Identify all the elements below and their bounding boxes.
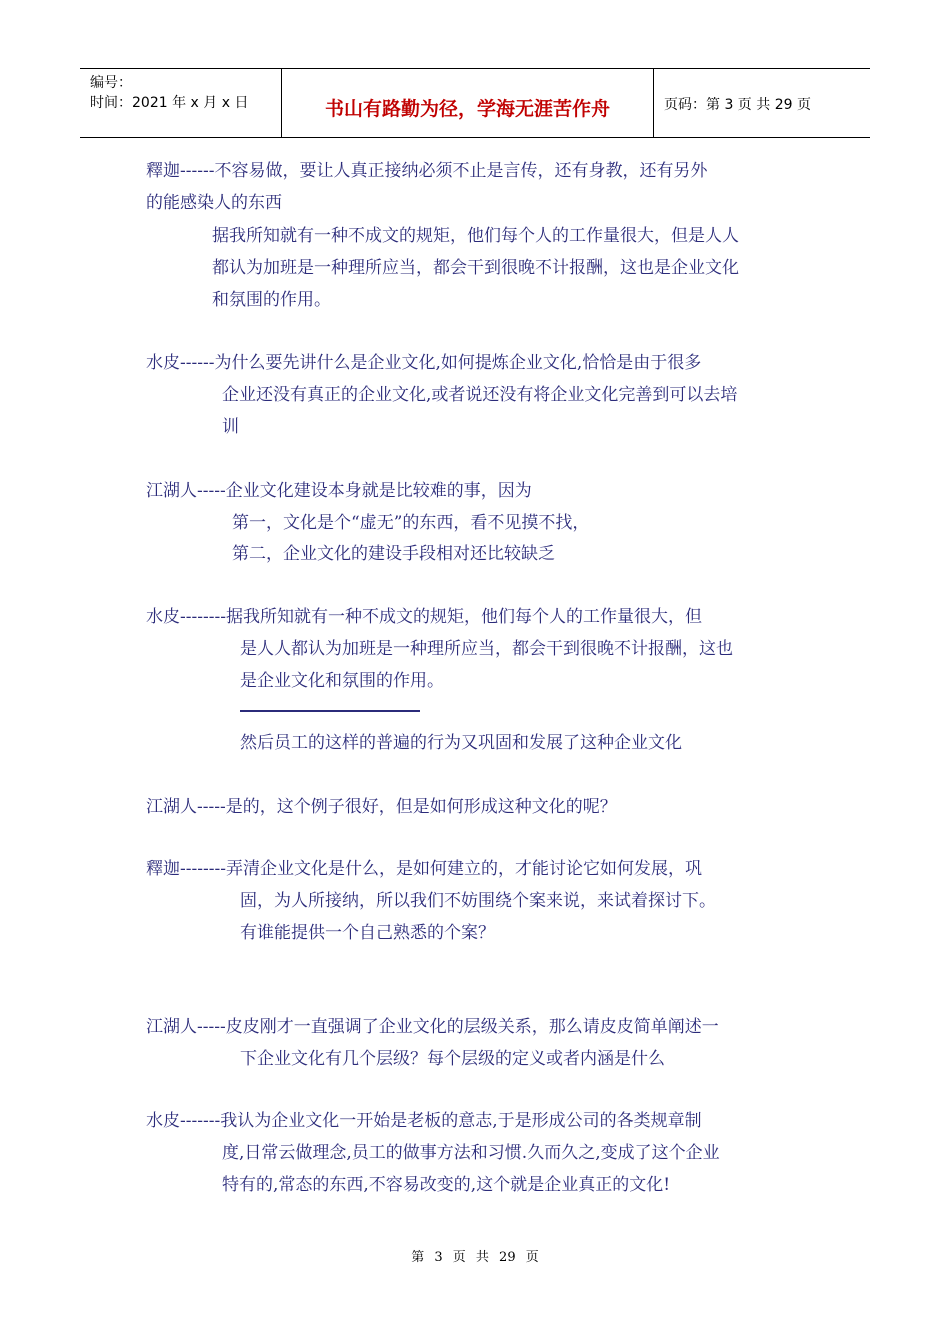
text-line: 然后员工的这样的普遍的行为又巩固和发展了这种企业文化 [240,733,682,753]
text-line: 有谁能提供一个自己熟悉的个案？ [240,923,495,943]
page-header [80,68,870,138]
text-line: 江湖人-----企业文化建设本身就是比较难的事，因为 [146,481,532,501]
text-line: 企业还没有真正的企业文化,或者说还没有将企业文化完善到可以去培 [222,385,738,405]
text-line: 据我所知就有一种不成文的规矩，他们每个人的工作量很大，但是人人 [212,226,739,246]
header-meta [80,69,282,137]
text-line: 第二，企业文化的建设手段相对还比较缺乏 [232,544,555,564]
text-line: 江湖人-----皮皮刚才一直强调了企业文化的层级关系，那么请皮皮简单阐述一 [146,1017,719,1037]
text-line: 和氛围的作用。 [212,290,331,310]
text-line: 度,日常云做理念,员工的做事方法和习惯.久而久之,变成了这个企业 [222,1143,720,1163]
text-line: 水皮--------据我所知就有一种不成文的规矩，他们每个人的工作量很大，但 [146,607,702,627]
text-line: 特有的,常态的东西,不容易改变的,这个就是企业真正的文化! [222,1175,671,1195]
text-line: 训 [222,417,239,437]
text-line: 第一，文化是个“虚无”的东西，看不见摸不找， [232,513,590,533]
text-line: 水皮-------我认为企业文化一开始是老板的意志,于是形成公司的各类规章制 [146,1111,702,1131]
text-line: 是企业文化和氛围的作用。 [240,671,444,691]
text-line: 是人人都认为加班是一种理所应当，都会干到很晚不计报酬，这也 [240,639,733,659]
document-time: 时间：2021 年 x 月 x 日 [90,95,249,111]
text-line: 江湖人-----是的，这个例子很好，但是如何形成这种文化的呢？ [146,797,617,817]
text-line: 水皮------为什么要先讲什么是企业文化,如何提炼企业文化,恰恰是由于很多 [146,353,702,373]
header-motto: 书山有路勤为径，学海无涯苦作舟 [282,69,654,137]
separator-rule [240,710,420,712]
text-line: 都认为加班是一种理所应当，都会干到很晚不计报酬，这也是企业文化 [212,258,739,278]
text-line: 釋迦--------弄清企业文化是什么，是如何建立的，才能讨论它如何发展，巩 [146,859,702,879]
text-line: 下企业文化有几个层级？每个层级的定义或者内涵是什么 [240,1049,665,1069]
text-line: 的能感染人的东西 [146,193,282,213]
text-line: 固，为人所接纳，所以我们不妨围绕个案来说，来试着探讨下。 [240,891,716,911]
page-footer: 第 3 页 共 29 页 [411,1250,539,1265]
header-page-info: 页码：第 3 页 共 29 页 [664,97,811,113]
text-line: 釋迦------不容易做，要让人真正接纳必须不止是言传，还有身教，还有另外 [146,161,708,181]
document-number-label: 编号： [90,75,132,91]
